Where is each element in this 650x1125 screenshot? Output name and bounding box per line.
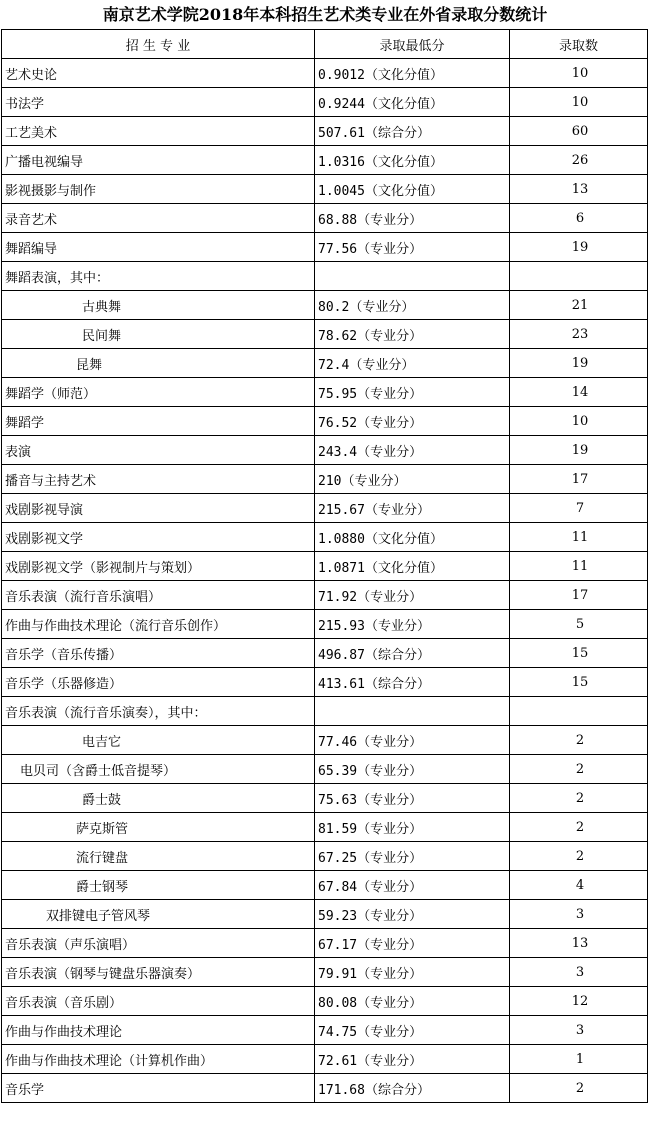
table-row bbox=[2, 697, 648, 726]
score-unit: （专业分） bbox=[357, 792, 423, 808]
cell-min-score bbox=[315, 726, 510, 755]
score-value: 67.25 bbox=[318, 850, 358, 866]
cell-min-score bbox=[315, 987, 510, 1016]
cell-major: 爵士鼓 bbox=[2, 784, 315, 813]
cell-min-score bbox=[315, 436, 510, 465]
table-row bbox=[2, 378, 648, 407]
table-row bbox=[2, 784, 648, 813]
score-unit: （文化分值） bbox=[364, 560, 443, 576]
score-value: 1.0871 bbox=[318, 560, 365, 576]
cell-count: 15 bbox=[510, 639, 648, 668]
score-unit: （专业分） bbox=[357, 415, 423, 431]
cell-major: 戏剧影视文学（影视制片与策划） bbox=[2, 552, 315, 581]
score-unit: （专业分） bbox=[357, 241, 423, 257]
cell-min-score bbox=[315, 784, 510, 813]
score-unit: （专业分） bbox=[341, 473, 407, 489]
cell-min-score bbox=[315, 378, 510, 407]
cell-count: 13 bbox=[510, 929, 648, 958]
score-unit: （专业分） bbox=[364, 502, 430, 518]
cell-count: 10 bbox=[510, 59, 648, 88]
cell-min-score bbox=[315, 900, 510, 929]
score-value: 215.67 bbox=[318, 502, 365, 518]
cell-min-score bbox=[315, 842, 510, 871]
cell-major: 表演 bbox=[2, 436, 315, 465]
score-value: 507.61 bbox=[318, 125, 365, 141]
cell-major: 电贝司（含爵士低音提琴） bbox=[2, 755, 315, 784]
cell-major: 舞蹈学（师范） bbox=[2, 378, 315, 407]
table-row bbox=[2, 465, 648, 494]
cell-major: 戏剧影视文学 bbox=[2, 523, 315, 552]
score-unit: （专业分） bbox=[357, 328, 423, 344]
score-value: 68.88 bbox=[318, 212, 358, 228]
score-unit: （专业分） bbox=[357, 966, 423, 982]
cell-min-score bbox=[315, 291, 510, 320]
score-unit: （文化分值） bbox=[364, 96, 443, 112]
score-unit: （专业分） bbox=[357, 1053, 423, 1069]
table-row bbox=[2, 320, 648, 349]
table-row bbox=[2, 755, 648, 784]
cell-count: 10 bbox=[510, 407, 648, 436]
cell-count: 7 bbox=[510, 494, 648, 523]
table-row bbox=[2, 262, 648, 291]
score-value: 80.2 bbox=[318, 299, 350, 315]
cell-major: 舞蹈表演，其中： bbox=[2, 262, 315, 291]
score-value: 243.4 bbox=[318, 444, 358, 460]
score-value: 74.75 bbox=[318, 1024, 358, 1040]
score-unit: （专业分） bbox=[357, 908, 423, 924]
score-unit: （专业分） bbox=[357, 212, 423, 228]
cell-count: 17 bbox=[510, 581, 648, 610]
cell-min-score bbox=[315, 639, 510, 668]
score-unit: （文化分值） bbox=[364, 531, 443, 547]
table-row bbox=[2, 175, 648, 204]
document-title: 南京艺术学院2018年本科招生艺术类专业在外省录取分数统计 bbox=[102, 5, 548, 24]
cell-major: 艺术史论 bbox=[2, 59, 315, 88]
score-unit: （综合分） bbox=[364, 676, 430, 692]
score-unit: （专业分） bbox=[357, 879, 423, 895]
score-unit: （专业分） bbox=[357, 589, 423, 605]
score-unit: （文化分值） bbox=[364, 154, 443, 170]
score-unit: （专业分） bbox=[357, 850, 423, 866]
cell-count: 19 bbox=[510, 233, 648, 262]
cell-major: 音乐表演（流行音乐演奏），其中： bbox=[2, 697, 315, 726]
table-row bbox=[2, 146, 648, 175]
cell-min-score bbox=[315, 668, 510, 697]
score-value: 65.39 bbox=[318, 763, 358, 779]
table-row bbox=[2, 1074, 648, 1103]
score-unit: （专业分） bbox=[349, 299, 415, 315]
score-value: 78.62 bbox=[318, 328, 358, 344]
cell-min-score bbox=[315, 1045, 510, 1074]
score-unit: （专业分） bbox=[364, 618, 430, 634]
score-unit: （专业分） bbox=[357, 995, 423, 1011]
cell-min-score bbox=[315, 871, 510, 900]
header-min-score: 录取最低分 bbox=[315, 30, 510, 59]
cell-count: 3 bbox=[510, 1016, 648, 1045]
cell-major: 播音与主持艺术 bbox=[2, 465, 315, 494]
cell-count: 2 bbox=[510, 1074, 648, 1103]
cell-major: 舞蹈学 bbox=[2, 407, 315, 436]
cell-count bbox=[510, 262, 648, 291]
cell-major: 音乐表演（音乐剧） bbox=[2, 987, 315, 1016]
cell-count bbox=[510, 697, 648, 726]
table-row bbox=[2, 668, 648, 697]
cell-count: 11 bbox=[510, 523, 648, 552]
cell-count: 12 bbox=[510, 987, 648, 1016]
cell-min-score bbox=[315, 146, 510, 175]
score-unit: （综合分） bbox=[364, 125, 430, 141]
cell-count: 3 bbox=[510, 958, 648, 987]
score-value: 77.56 bbox=[318, 241, 358, 257]
score-value: 1.0316 bbox=[318, 154, 365, 170]
score-unit: （文化分值） bbox=[364, 67, 443, 83]
cell-count: 2 bbox=[510, 726, 648, 755]
score-value: 80.08 bbox=[318, 995, 358, 1011]
cell-min-score bbox=[315, 204, 510, 233]
cell-major: 电吉它 bbox=[2, 726, 315, 755]
cell-min-score bbox=[315, 349, 510, 378]
score-unit: （专业分） bbox=[357, 937, 423, 953]
table-row bbox=[2, 436, 648, 465]
cell-min-score bbox=[315, 581, 510, 610]
table-row bbox=[2, 117, 648, 146]
cell-min-score bbox=[315, 1016, 510, 1045]
cell-count: 19 bbox=[510, 349, 648, 378]
cell-major: 音乐表演（钢琴与键盘乐器演奏） bbox=[2, 958, 315, 987]
cell-major: 戏剧影视导演 bbox=[2, 494, 315, 523]
score-value: 215.93 bbox=[318, 618, 365, 634]
cell-count: 17 bbox=[510, 465, 648, 494]
score-value: 67.17 bbox=[318, 937, 358, 953]
table-body bbox=[2, 59, 648, 1103]
cell-count: 10 bbox=[510, 88, 648, 117]
cell-major: 书法学 bbox=[2, 88, 315, 117]
score-unit: （专业分） bbox=[357, 821, 423, 837]
table-row bbox=[2, 407, 648, 436]
score-value: 72.61 bbox=[318, 1053, 358, 1069]
score-value: 67.84 bbox=[318, 879, 358, 895]
cell-min-score bbox=[315, 494, 510, 523]
cell-major: 音乐学（音乐传播） bbox=[2, 639, 315, 668]
score-unit: （综合分） bbox=[364, 1082, 430, 1098]
cell-count: 14 bbox=[510, 378, 648, 407]
table-row bbox=[2, 233, 648, 262]
cell-min-score bbox=[315, 117, 510, 146]
table-row bbox=[2, 813, 648, 842]
cell-major: 工艺美术 bbox=[2, 117, 315, 146]
cell-count: 26 bbox=[510, 146, 648, 175]
table-row bbox=[2, 349, 648, 378]
score-value: 81.59 bbox=[318, 821, 358, 837]
table-row bbox=[2, 929, 648, 958]
score-value: 71.92 bbox=[318, 589, 358, 605]
table-row bbox=[2, 552, 648, 581]
cell-min-score bbox=[315, 175, 510, 204]
cell-major: 音乐表演（流行音乐演唱） bbox=[2, 581, 315, 610]
cell-count: 4 bbox=[510, 871, 648, 900]
cell-min-score bbox=[315, 320, 510, 349]
cell-major: 舞蹈编导 bbox=[2, 233, 315, 262]
cell-major: 音乐学（乐器修造） bbox=[2, 668, 315, 697]
table-row bbox=[2, 871, 648, 900]
score-value: 0.9012 bbox=[318, 67, 365, 83]
cell-min-score bbox=[315, 59, 510, 88]
cell-count: 2 bbox=[510, 813, 648, 842]
table-row bbox=[2, 291, 648, 320]
cell-major: 作曲与作曲技术理论（计算机作曲） bbox=[2, 1045, 315, 1074]
cell-count: 13 bbox=[510, 175, 648, 204]
table-row bbox=[2, 494, 648, 523]
table-row bbox=[2, 204, 648, 233]
cell-min-score bbox=[315, 465, 510, 494]
cell-count: 3 bbox=[510, 900, 648, 929]
score-value: 75.95 bbox=[318, 386, 358, 402]
cell-major: 音乐学 bbox=[2, 1074, 315, 1103]
cell-count: 11 bbox=[510, 552, 648, 581]
score-value: 76.52 bbox=[318, 415, 358, 431]
score-value: 1.0880 bbox=[318, 531, 365, 547]
table-row bbox=[2, 581, 648, 610]
cell-major: 昆舞 bbox=[2, 349, 315, 378]
cell-major: 录音艺术 bbox=[2, 204, 315, 233]
header-count: 录取数 bbox=[510, 30, 648, 59]
cell-min-score bbox=[315, 552, 510, 581]
score-value: 59.23 bbox=[318, 908, 358, 924]
cell-major: 流行键盘 bbox=[2, 842, 315, 871]
cell-min-score bbox=[315, 1074, 510, 1103]
score-value: 1.0045 bbox=[318, 183, 365, 199]
cell-major: 双排键电子管风琴 bbox=[2, 900, 315, 929]
score-unit: （专业分） bbox=[349, 357, 415, 373]
cell-min-score bbox=[315, 697, 510, 726]
score-value: 171.68 bbox=[318, 1082, 365, 1098]
cell-count: 5 bbox=[510, 610, 648, 639]
cell-major: 民间舞 bbox=[2, 320, 315, 349]
score-value: 77.46 bbox=[318, 734, 358, 750]
header-major: 招 生 专 业 bbox=[2, 30, 315, 59]
cell-count: 2 bbox=[510, 842, 648, 871]
table-row bbox=[2, 987, 648, 1016]
cell-min-score bbox=[315, 523, 510, 552]
cell-major: 爵士钢琴 bbox=[2, 871, 315, 900]
cell-major: 萨克斯管 bbox=[2, 813, 315, 842]
table-row bbox=[2, 842, 648, 871]
cell-min-score bbox=[315, 407, 510, 436]
score-unit: （专业分） bbox=[357, 386, 423, 402]
table-row bbox=[2, 1016, 648, 1045]
cell-major: 影视摄影与制作 bbox=[2, 175, 315, 204]
score-unit: （专业分） bbox=[357, 763, 423, 779]
table-row bbox=[2, 610, 648, 639]
cell-major: 音乐表演（声乐演唱） bbox=[2, 929, 315, 958]
score-unit: （专业分） bbox=[357, 1024, 423, 1040]
admission-scores-table bbox=[1, 29, 648, 1103]
score-unit: （综合分） bbox=[364, 647, 430, 663]
table-row bbox=[2, 726, 648, 755]
cell-min-score bbox=[315, 88, 510, 117]
cell-min-score bbox=[315, 755, 510, 784]
table-row bbox=[2, 523, 648, 552]
cell-count: 60 bbox=[510, 117, 648, 146]
cell-major: 广播电视编导 bbox=[2, 146, 315, 175]
cell-min-score bbox=[315, 610, 510, 639]
table-header-row bbox=[2, 30, 648, 59]
score-value: 210 bbox=[318, 473, 342, 489]
cell-major: 古典舞 bbox=[2, 291, 315, 320]
cell-count: 2 bbox=[510, 755, 648, 784]
cell-major: 作曲与作曲技术理论（流行音乐创作） bbox=[2, 610, 315, 639]
score-value: 75.63 bbox=[318, 792, 358, 808]
score-unit: （文化分值） bbox=[364, 183, 443, 199]
score-value: 496.87 bbox=[318, 647, 365, 663]
score-unit: （专业分） bbox=[357, 444, 423, 460]
cell-count: 2 bbox=[510, 784, 648, 813]
cell-min-score bbox=[315, 233, 510, 262]
cell-count: 23 bbox=[510, 320, 648, 349]
score-unit: （专业分） bbox=[357, 734, 423, 750]
cell-count: 6 bbox=[510, 204, 648, 233]
table-row bbox=[2, 59, 648, 88]
cell-min-score bbox=[315, 958, 510, 987]
cell-min-score bbox=[315, 813, 510, 842]
cell-major: 作曲与作曲技术理论 bbox=[2, 1016, 315, 1045]
score-value: 413.61 bbox=[318, 676, 365, 692]
table-row bbox=[2, 1045, 648, 1074]
table-row bbox=[2, 639, 648, 668]
cell-count: 15 bbox=[510, 668, 648, 697]
cell-count: 21 bbox=[510, 291, 648, 320]
cell-min-score bbox=[315, 929, 510, 958]
table-row bbox=[2, 958, 648, 987]
cell-count: 19 bbox=[510, 436, 648, 465]
cell-count: 1 bbox=[510, 1045, 648, 1074]
score-value: 79.91 bbox=[318, 966, 358, 982]
table-row bbox=[2, 88, 648, 117]
table-row bbox=[2, 900, 648, 929]
score-value: 0.9244 bbox=[318, 96, 365, 112]
cell-min-score bbox=[315, 262, 510, 291]
score-value: 72.4 bbox=[318, 357, 350, 373]
